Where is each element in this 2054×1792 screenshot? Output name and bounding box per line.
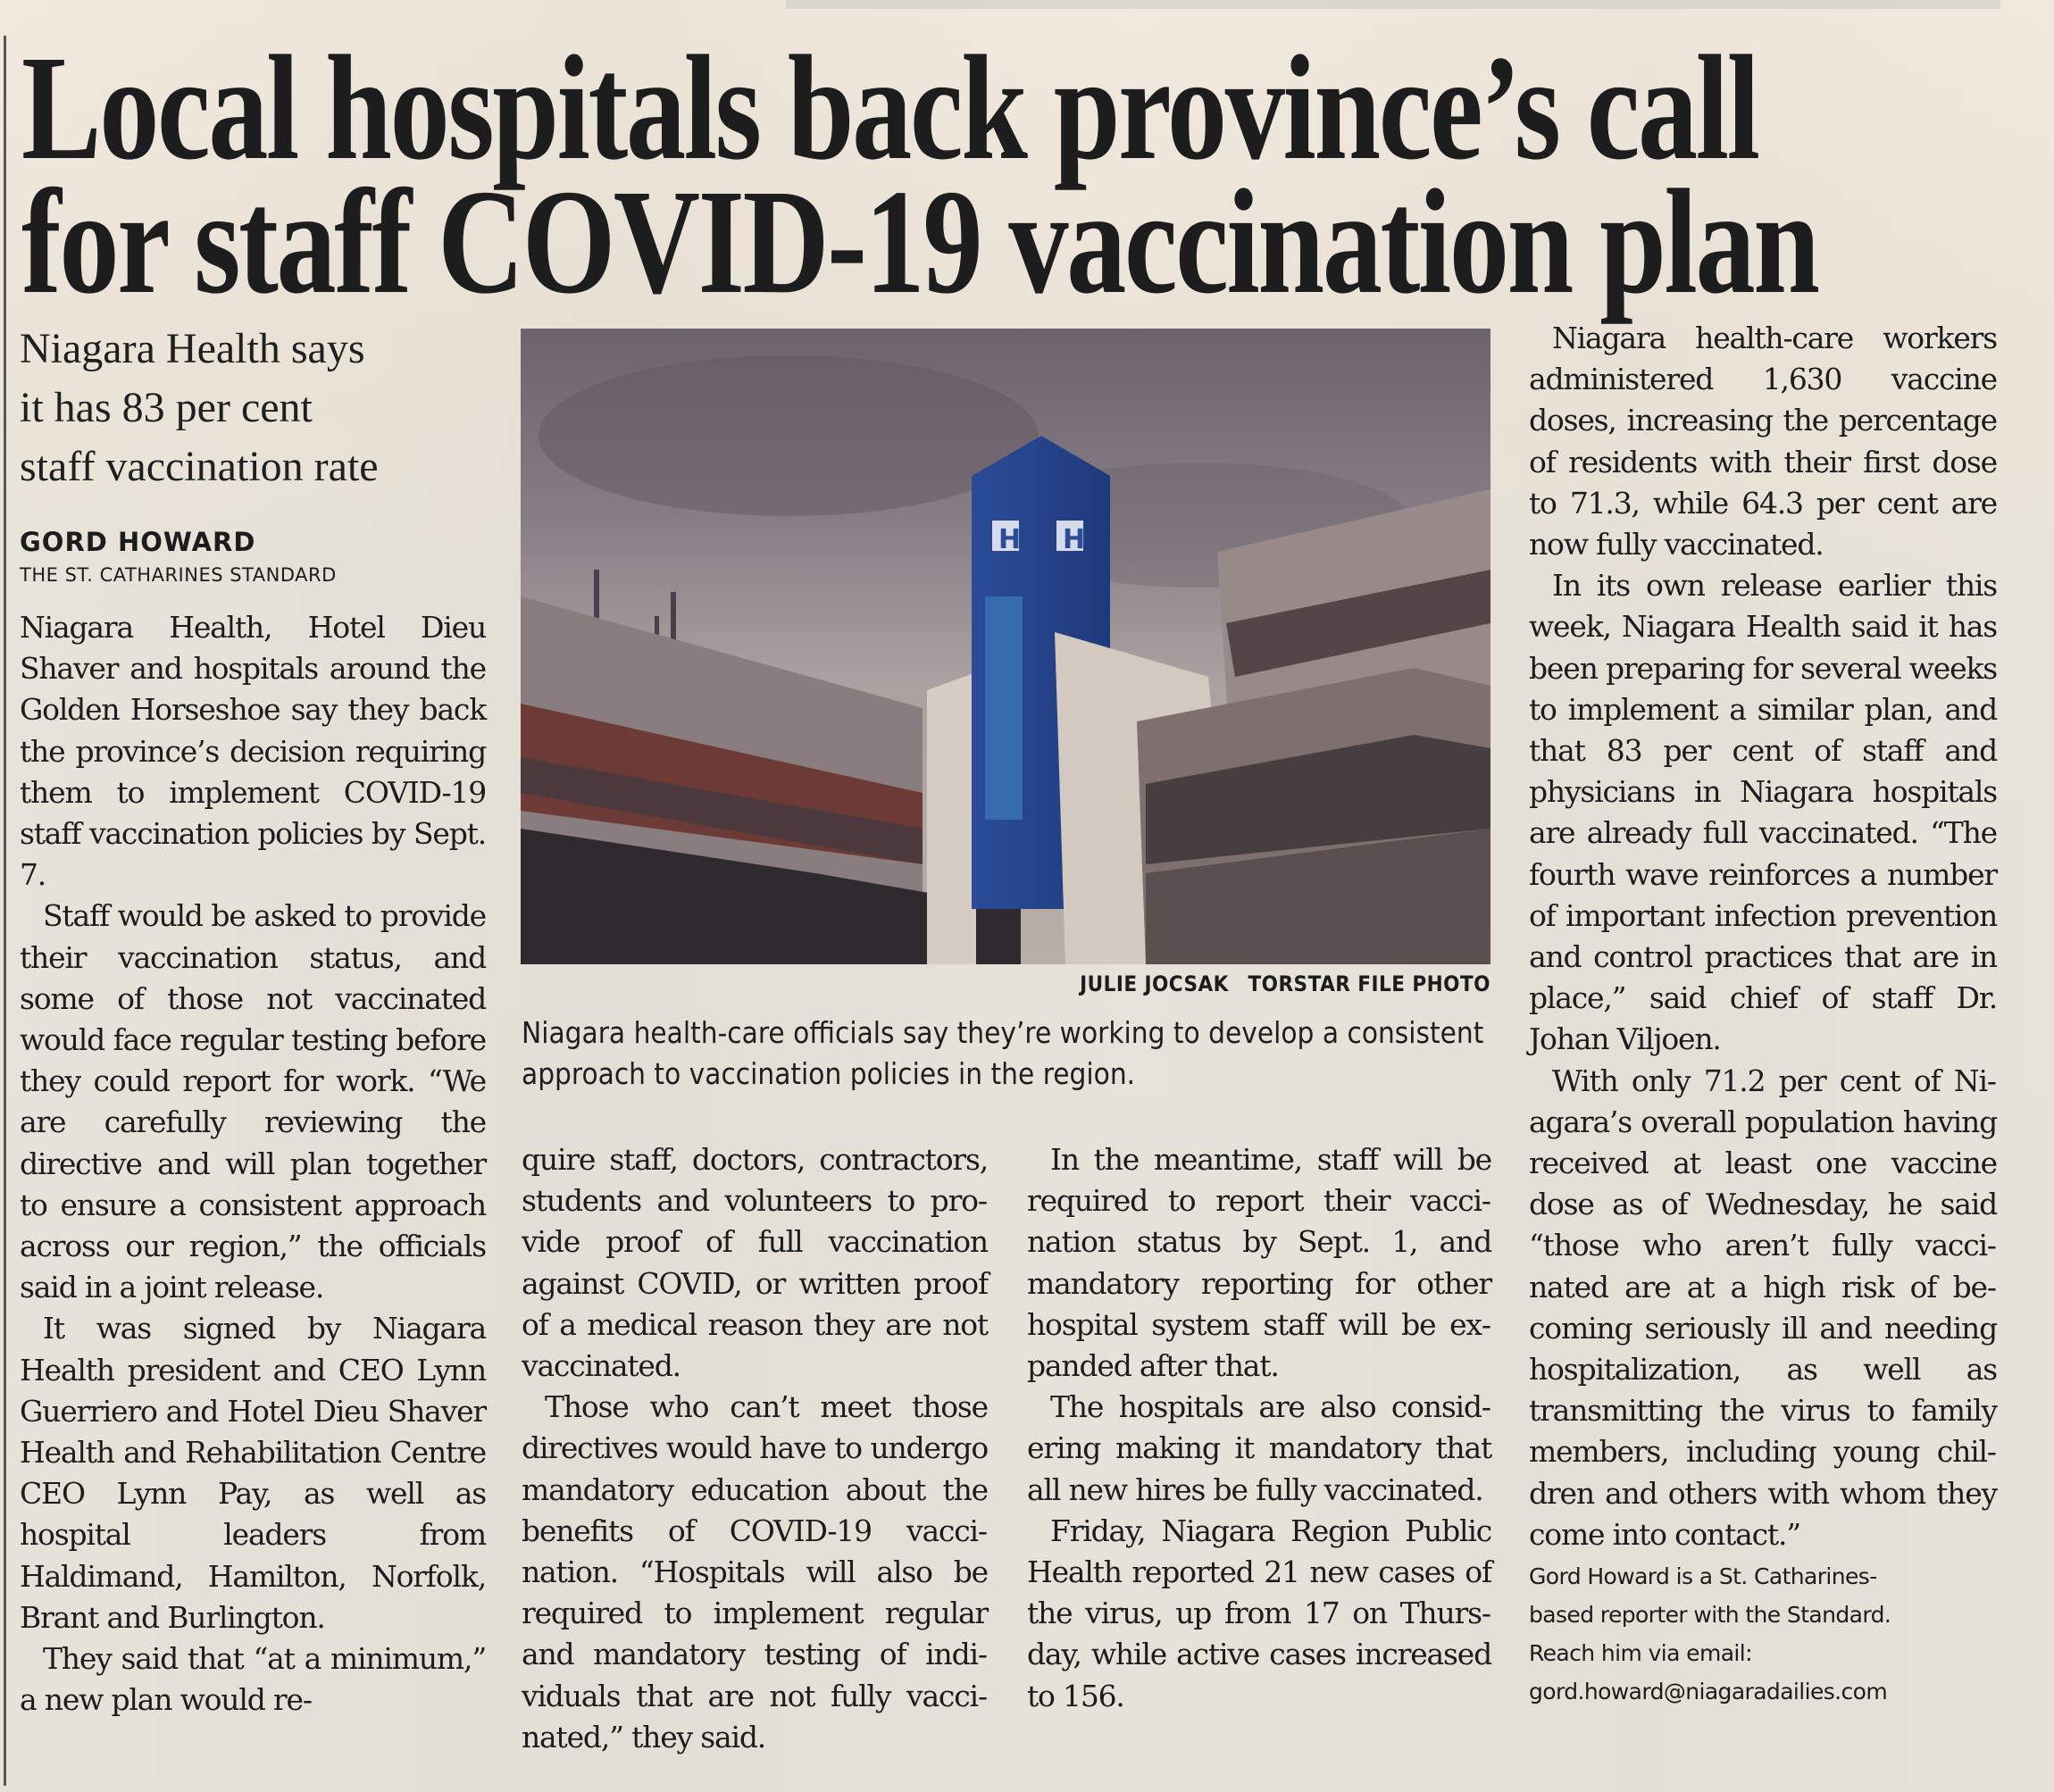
article-column-2 (522, 1139, 988, 1758)
adjacent-page-fragment (786, 0, 2000, 9)
byline-organization: THE ST. CATHARINES STANDARD (20, 564, 337, 586)
tagline-line: Gord Howard is a St. Catharines- (1529, 1563, 1877, 1590)
paragraph: Niagara Health, Hotel Dieu Shaver and hospitals around the Golden Horseshoe say they back the province’s decision requiring them to implement COVID-19 staff vaccination policies by Sept. 7. (20, 610, 486, 893)
paragraph: quire staff, doctors, contractors, students and volunteers to provide proof of full vaccination against COVID, or written proof of a medical reason they are not vaccinated. (522, 1142, 988, 1384)
article-column-4 (1529, 318, 1997, 1711)
tagline-line: based reporter with the Standard. (1529, 1602, 1891, 1629)
article-column-1 (20, 607, 486, 1721)
tower-banner (985, 596, 1023, 820)
deck-line: it has 83 per cent (20, 384, 313, 431)
photo-credit-source: TORSTAR FILE PHOTO (1248, 971, 1490, 996)
paragraph: Those who can’t meet those directives would have to undergo mandatory education about the benefits of COVID-19 vaccination. “Hospitals will also be required to implement regular and mandatory testing of individuals that are not fully vaccinated,” they said. (522, 1389, 988, 1754)
paragraph: Friday, Niagara Region Public Health reported 21 new cases of the virus, up from 17 on Thursday, while active cases increased to 156. (1027, 1513, 1491, 1713)
deck-line: Niagara Health says (20, 325, 365, 372)
paragraph: They said that “at a minimum,” a new plan would re- (20, 1641, 486, 1718)
author-tagline (1529, 1557, 1997, 1711)
hospital-building-image (521, 329, 1490, 964)
byline-author: GORD HOWARD (20, 527, 256, 557)
author-email-link[interactable]: gord.howard@niagaradailies.com (1529, 1679, 1888, 1705)
subheadline-deck (20, 320, 484, 496)
photo-credit-photographer: JULIE JOCSAK (1080, 971, 1229, 996)
paragraph: In the meantime, staff will be required to report their vaccination status by Sept. 1, and mandatory reporting for other hospital system staff will be expanded after that. (1027, 1142, 1491, 1384)
tagline-line: Reach him via email: (1529, 1640, 1752, 1667)
paragraph: Staff would be asked to provide their vaccination status, and some of those not vaccinated would face regular testing before they could report for work. “We are carefully reviewing the directive and will plan together to ensure a consistent approach across our region,” the officials said in a joint release. (20, 898, 486, 1305)
paragraph: Niagara health-care workers administered 1,630 vaccine doses, increasing the percentage of residents with their first dose to 71.3, while 64.3 per cent are now fully vaccinated. (1529, 321, 1997, 563)
h-letter-right: H (1063, 524, 1086, 555)
article-column-3 (1027, 1139, 1491, 1717)
headline-line-1: Local hospitals back province’s call (21, 25, 1758, 191)
photo-credit (618, 971, 1490, 996)
photo-caption: Niagara health-care officials say they’re working to develop a consistent approach to vaccination policies in the region. (522, 1015, 1484, 1091)
deck-line: staff vaccination rate (20, 443, 379, 490)
paragraph: The hospitals are also considering making it mandatory that all new hires be fully vaccinated. (1027, 1389, 1491, 1507)
paragraph: In its own release earlier this week, Niagara Health said it has been preparing for several weeks to implement a similar plan, and that 83 per cent of staff and physicians in Niagara hospitals are already full vaccinated. “The fourth wave reinforces a number of important infection prevention and control practices that are in place,” said chief of staff Dr. Johan Viljoen. (1529, 568, 1997, 1057)
headline-line-2: for staff COVID-19 vaccination plan (21, 159, 1818, 325)
h-letter-left: H (998, 524, 1022, 555)
building-wall (927, 672, 976, 964)
column-rule (4, 36, 6, 1786)
news-photo (521, 329, 1490, 964)
paragraph: It was signed by Niagara Health president and CEO Lynn Guerriero and Hotel Dieu Shaver Health and Rehabilitation Centre CEO Lynn Pay, as well as hospital leaders from Haldimand, Hamilton, Norfolk, Brant and Burlington. (20, 1311, 486, 1635)
cloud (539, 355, 1039, 516)
headline (21, 25, 1818, 325)
paragraph: With only 71.2 per cent of Niagara’s overall population having received at least one vaccine dose as of Wednesday, he said “those who aren’t fully vaccinated are at a high risk of becoming seriously ill and needing hospitalization, as well as transmitting the virus to family members, including young children and others with whom they come into contact.” (1529, 1063, 1997, 1552)
